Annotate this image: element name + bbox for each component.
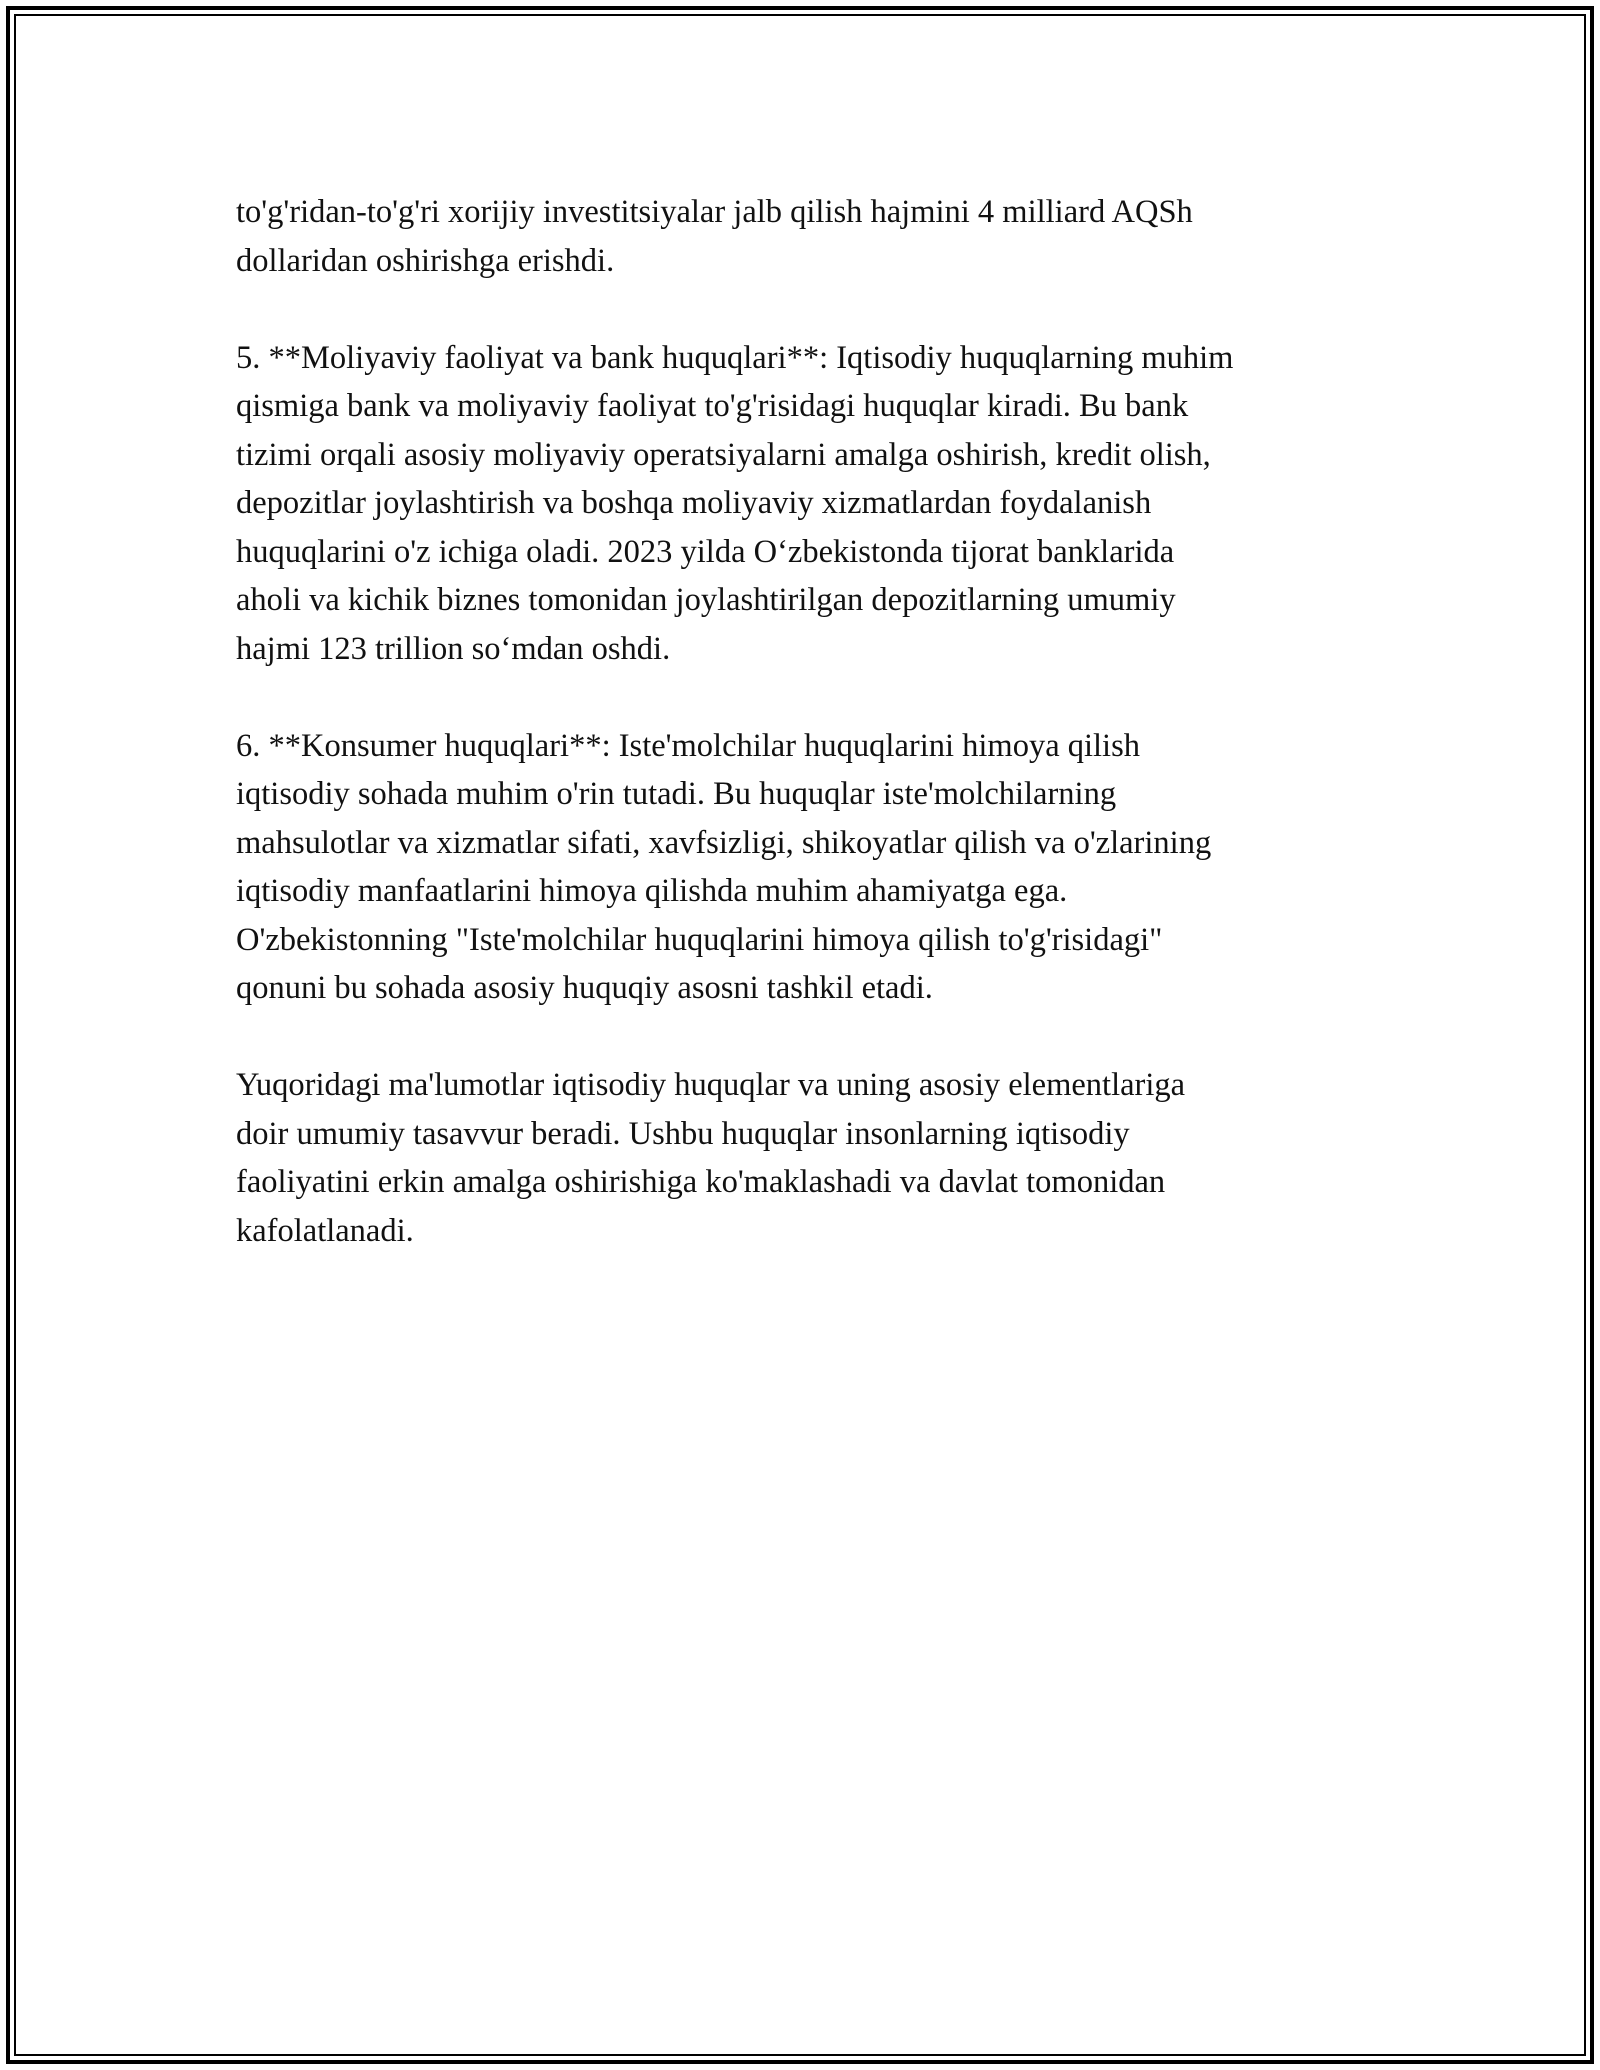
paragraph-conclusion: Yuqoridagi ma'lumotlar iqtisodiy huquqlar va uning asosiy elementlariga doir umumiy tasavvur beradi. Ushbu huquqlar insonlarning iqtisodiy faoliyatini erkin amalga oshirishiga ko'maklashadi va davlat tomonidan kafolatlanadi. <box>236 1067 1186 1249</box>
paragraph-financial-rights: 5. **Moliyaviy faoliyat va bank huquqlari**: Iqtisodiy huquqlarning muhim qismiga bank va moliyaviy faoliyat to'g'risidagi huquqlar kiradi. Bu bank tizimi orqali asosiy moliyaviy operatsiyalarni amalga oshirish, kredit olish, depozitlar joylashtirish va boshqa moliyaviy xizmatlardan foydalanish huquqlarini o'z ichiga oladi. 2023 yilda O‘zbekistonda tijorat banklarida aholi va kichik biznes tomonidan joylashtirilgan depozitlarning umumiy hajmi 123 trillion so‘mdan oshdi. <box>236 339 1234 667</box>
document-body <box>236 188 1376 1304</box>
paragraph-consumer-rights: 6. **Konsumer huquqlari**: Iste'molchilar huquqlarini himoya qilish iqtisodiy sohada muhim o'rin tutadi. Bu huquqlar iste'molchilarning mahsulotlar va xizmatlar sifati, xavfsizligi, shikoyatlar qilish va o'zlarining iqtisodiy manfaatlarini himoya qilishda muhim ahamiyatga ega. O'zbekistonning "Iste'molchilar huquqlarini himoya qilish to'g'risidagi" qonuni bu sohada asosiy huquqiy asosni tashkil etadi. <box>236 727 1212 1006</box>
paragraph-fdi-continuation: to'g'ridan-to'g'ri xorijiy investitsiyalar jalb qilish hajmini 4 milliard AQSh dollaridan oshirishga erishdi. <box>236 194 1193 279</box>
